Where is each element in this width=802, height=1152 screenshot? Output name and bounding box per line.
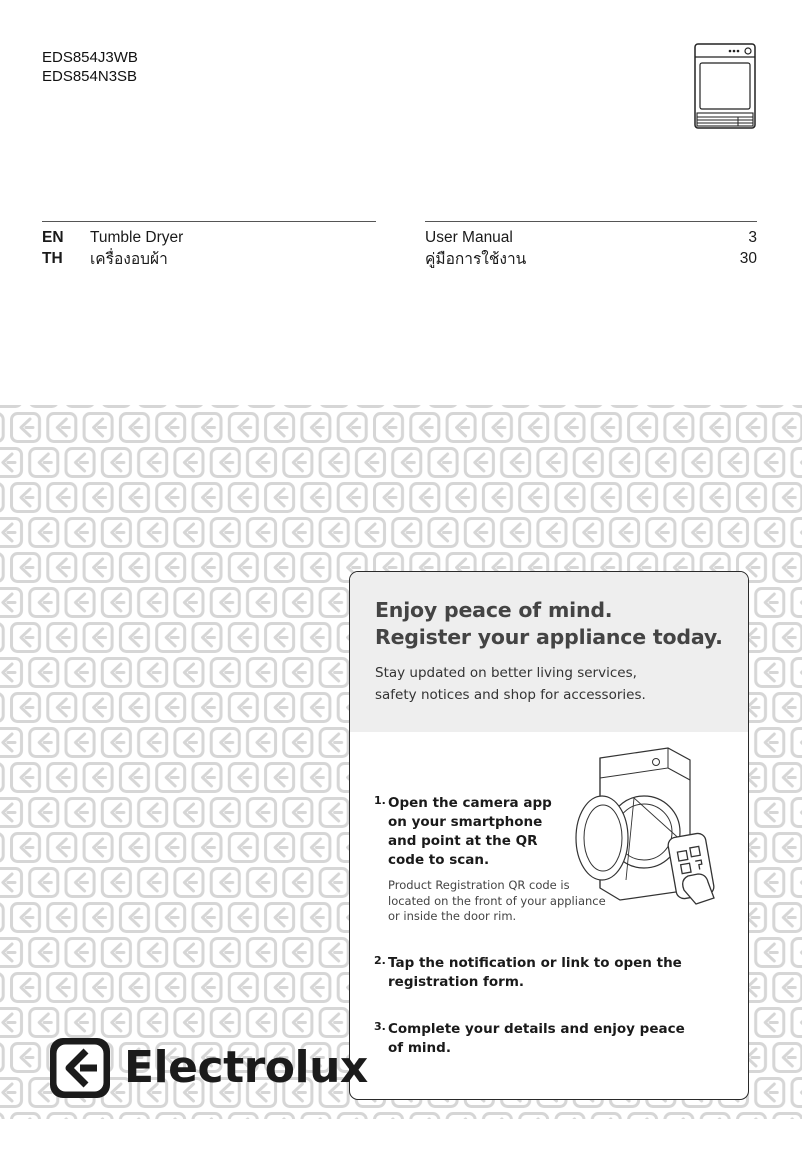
electrolux-logo-icon [50,1038,110,1098]
page-number-th: 30 [739,249,757,267]
model-number-1: EDS854J3WB [42,49,138,66]
step-1-note-line: Product Registration QR code is [388,878,570,892]
step-3-title [388,1020,685,1058]
step-3 [374,1020,704,1058]
step-1 [374,794,606,925]
step-1-title [388,794,552,870]
page-number-en: 3 [748,228,757,246]
toc-doc-row-en[interactable] [425,227,757,248]
tumble-dryer-icon [694,43,756,129]
step-2 [374,954,704,992]
lang-code-en: EN [42,228,64,246]
step-1-line: and point at the QR [388,833,538,849]
brand-name: Electrolux [124,1042,368,1093]
doc-title-th: คู่มือการใช้งาน [425,251,527,268]
registration-subtext-2: safety notices and shop for accessories. [375,687,646,703]
toc-row-en [42,227,376,248]
step-1-number: 1. [374,794,386,807]
lang-code-th: TH [42,249,63,267]
step-1-note-line: or inside the door rim. [388,909,517,923]
step-3-line: of mind. [388,1040,451,1056]
doc-title-en: User Manual [425,228,513,246]
registration-header [350,572,748,732]
product-title-th: เครื่องอบผ้า [90,251,168,268]
registration-subtext-1: Stay updated on better living services, [375,665,637,681]
step-3-line: Complete your details and enjoy peace [388,1021,685,1037]
toc-languages [42,221,376,269]
toc-row-th [42,248,376,269]
step-1-line: Open the camera app [388,795,552,811]
step-1-note [388,878,648,925]
registration-card[interactable] [349,571,749,1100]
registration-headline-2: Register your appliance today. [375,625,723,649]
step-1-line: on your smartphone [388,814,543,830]
model-numbers [42,48,138,86]
model-number-2: EDS854N3SB [42,68,138,85]
step-1-note-line: located on the front of your appliance [388,893,606,908]
step-1-line: code to scan. [388,852,490,868]
smartphone-qr-icon [667,832,715,904]
product-title-en: Tumble Dryer [90,228,184,246]
registration-headline-1: Enjoy peace of mind. [375,598,613,622]
step-2-number: 2. [374,954,386,967]
step-3-number: 3. [374,1020,386,1033]
registration-subtext [375,662,748,706]
step-2-line: registration form. [388,974,525,990]
toc-documents [425,221,757,269]
toc-doc-row-th[interactable] [425,248,757,269]
step-2-line: Tap the notification or link to open the [388,955,682,971]
step-2-title [388,954,682,992]
